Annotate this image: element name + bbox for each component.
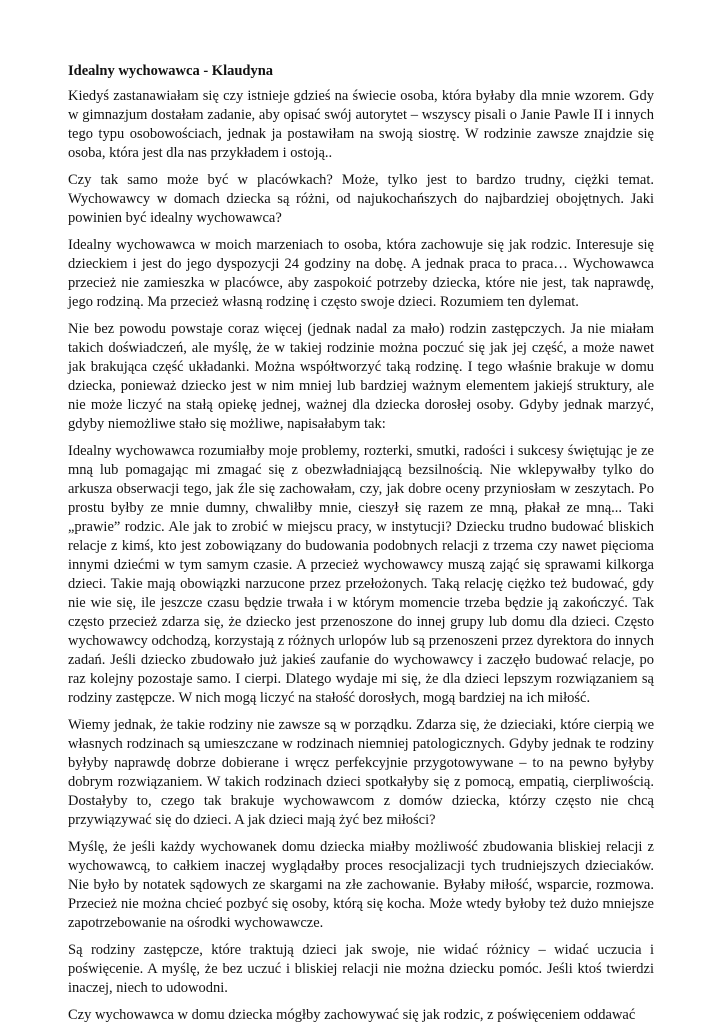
paragraph-4: Nie bez powodu powstaje coraz więcej (jednak nadal za mało) rodzin zastępczych. Ja nie miałam takich doświadczeń, ale myślę, że w takiej rodzinie można poczuć się jak jej część, a może nawet jak brakująca część układanki. Można współtworzyć taką rodzinę. I tego właśnie brakuje w domu dziecka, ponieważ dziecko jest w nim mniej lub bardziej ważnym elementem jakiejś struktury, ale nie może liczyć na stałą opiekę jednej, ważnej dla dziecka dorosłej osoby. Gdyby jednak marzyć, gdyby niemożliwe stało się możliwe, napisałabym tak: — [68, 321, 654, 432]
paragraph-1: Kiedyś zastanawiałam się czy istnieje gdzieś na świecie osoba, która byłaby dla mnie wzorem. Gdy w gimnazjum dostałam zadanie, aby opisać swój autorytet – wszyscy pisali o Janie Pawle II i innych tego typu osobowościach, jednak ja postawiłam na swoją siostrę. W rodzinie zawsze znajdzie się osoba, która jest dla nas przykładem i ostoją.. — [68, 88, 654, 161]
paragraph-3: Idealny wychowawca w moich marzeniach to osoba, która zachowuje się jak rodzic. Interesuje się dzieckiem i jest do jego dyspozycji 24 godziny na dobę. A jednak praca to praca… Wychowawca przecież nie zamieszka w placówce, aby zaspokoić potrzeby dziecka, które nie jest, tak naprawdę, jego rodziną. Ma przecież własną rodzinę i często swoje dzieci. Rozumiem ten dylemat. — [68, 237, 654, 310]
document-title: Idealny wychowawca - Klaudyna — [68, 63, 274, 79]
paragraph-8: Są rodziny zastępcze, które traktują dzieci jak swoje, nie widać różnicy – widać uczucia i poświęcenie. A myślę, że bez uczuć i bliskiej relacji nie można dziecku pomóc. Jeśli ktoś twierdzi inaczej, niech to udowodni. — [68, 942, 654, 996]
paragraph-9: Czy wychowawca w domu dziecka mógłby zachowywać się jak rodzic, z poświęceniem oddawać — [68, 1007, 636, 1023]
paragraph-2: Czy tak samo może być w placówkach? Może, tylko jest to bardzo trudny, ciężki temat. Wychowawcy w domach dziecka są różni, od najukochańszych do najbardziej obojętnych. Jaki powinien być idealny wychowawca? — [68, 172, 654, 226]
paragraph-6: Wiemy jednak, że takie rodziny nie zawsze są w porządku. Zdarza się, że dzieciaki, które cierpią we własnych rodzinach są umieszczane w rodzinach niemniej patologicznych. Gdyby jednak te rodziny byłyby naprawdę dobrze dobierane i wręcz perfekcyjnie przygotowywane – to na pewno byłyby dobrym rozwiązaniem. W takich rodzinach dzieci spotkałyby się z pomocą, empatią, cierpliwością. Dostałyby to, czego tak brakuje wychowawcom z domów dziecka, którzy często nie chcą przywiązywać się do dzieci. A jak dzieci mają żyć bez miłości? — [68, 717, 654, 828]
document-page — [68, 62, 654, 1025]
paragraph-7: Myślę, że jeśli każdy wychowanek domu dziecka miałby możliwość zbudowania bliskiej relacji z wychowawcą, to całkiem inaczej wyglądałby proces resocjalizacji tych trudniejszych dzieciaków. Nie było by notatek sądowych ze skargami na złe zachowanie. Byłaby miłość, wsparcie, rozmowa. Przecież nie można chcieć pozbyć się osoby, którą się kocha. Może wtedy byłoby też dużo mniejsze zapotrzebowanie na ośrodki wychowawcze. — [68, 839, 654, 931]
paragraph-5: Idealny wychowawca rozumiałby moje problemy, rozterki, smutki, radości i sukcesy świętując je ze mną lub pomagając mi zmagać się z obezwładniającą bezsilnością. Nie wklepywałby tylko do arkusza obserwacji tego, jak źle się zachowałam, czy, jak dobre oceny przyniosłam w zeszytach. Po prostu byłby ze mnie dumny, chwaliłby mnie, cieszył się razem ze mną, płakał ze mną... Taki „prawie” rodzic. Ale jak to zrobić w miejscu pracy, w instytucji? Dziecku trudno budować bliskich relacje z kimś, kto jest zobowiązany do budowania podobnych relacji z trzema czy nawet pięcioma innymi dziećmi w tym samym czasie. A przecież wychowawcy muszą zająć się sprawami kilkorga dzieci. Takie mają obowiązki narzucone przez przełożonych. Taką relację ciężko też budować, gdy nie wie się, ile jeszcze czasu będzie trwała i w którym momencie trzeba będzie ją zakończyć. Tak często przecież zdarza się, że dziecko jest przenoszone do innej grupy lub domu dla dzieci. Często wychowawcy odchodzą, korzystają z różnych urlopów lub są przenoszeni przez dyrektora do innych zadań. Jeśli dziecko zbudowało już jakieś zaufanie do wychowawcy i zaczęło budować relacje, po raz kolejny pozostaje samo. I cierpi. Dlatego wydaje mi się, że dla dzieci lepszym rozwiązaniem są rodziny zastępcze. W nich mogą liczyć na stałość dorosłych, mogą bardziej na ich miłość. — [68, 443, 654, 706]
